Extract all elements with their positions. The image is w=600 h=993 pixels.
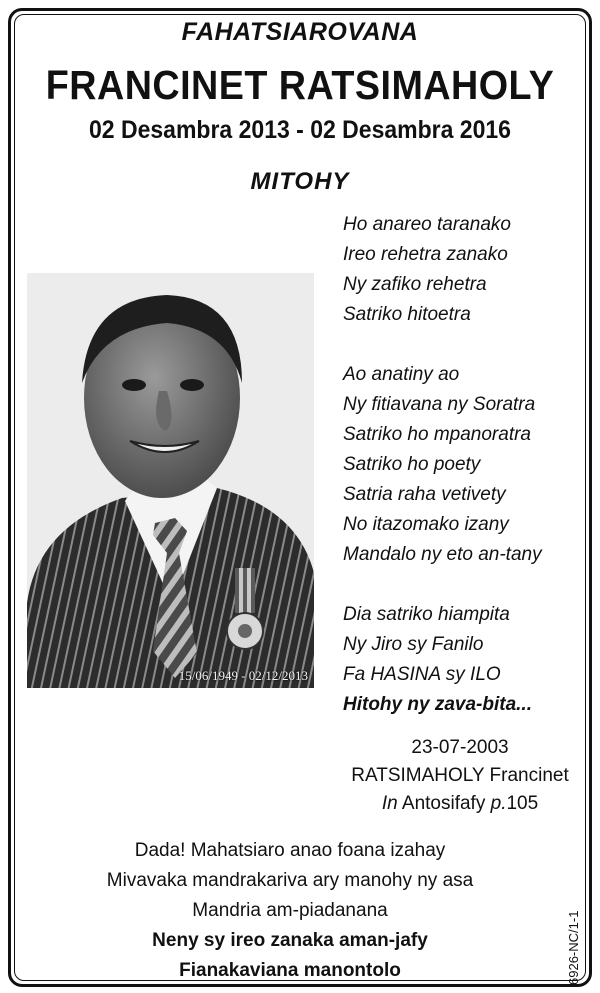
poem-line: Fa HASINA sy ILO [343, 664, 501, 685]
poem-line: Satriko ho mpanoratra [343, 424, 531, 445]
signature-author: RATSIMAHOLY Francinet [351, 765, 569, 786]
poem-line: Satria raha vetivety [343, 484, 506, 505]
portrait-illustration [27, 273, 314, 688]
poem-line: Ireo rehetra zanako [343, 244, 508, 265]
poem-line: Ny zafiko rehetra [343, 274, 487, 295]
source-page: 105 [506, 793, 539, 814]
poem-line: Satriko ho poety [343, 454, 481, 475]
source-prefix: In [381, 793, 398, 814]
poem-signature [330, 734, 590, 818]
poem-closing-line: Hitohy ny zava-bita... [343, 694, 532, 715]
closing-line: Dada! Mahatsiaro anao foana izahay [134, 840, 446, 861]
notice-kicker: FAHATSIAROVANA [181, 18, 419, 46]
poem-body [343, 210, 583, 750]
memorial-dates: 02 Desambra 2013 - 02 Desambra 2016 [89, 116, 511, 144]
closing-message [60, 836, 520, 986]
source-page-prefix: p. [490, 793, 507, 814]
poem-line: Mandalo ny eto an-tany [343, 544, 542, 565]
poem-line: No itazomako izany [343, 514, 509, 535]
poem-line: Satriko hitoetra [343, 304, 471, 325]
reference-code: 6926-NC/1-1 [566, 910, 581, 985]
source-title: Antosifafy [401, 793, 486, 814]
signed-by-line: Fianakaviana manontolo [179, 960, 401, 981]
closing-line: Mandria am-piadanana [192, 900, 388, 921]
poem-title: MITOHY [250, 168, 350, 195]
poem-line: Ny Jiro sy Fanilo [343, 634, 484, 655]
poem-line: Ho anareo taranako [343, 214, 511, 235]
signature-source [330, 790, 590, 818]
poem-stanza [343, 360, 583, 570]
signed-by-line: Neny sy ireo zanaka aman-jafy [152, 930, 428, 951]
poem-stanza [343, 600, 583, 720]
closing-line: Mivavaka mandrakariva ary manohy ny asa [106, 870, 474, 891]
portrait-photo [27, 273, 314, 688]
deceased-name: FRANCINET RATSIMAHOLY [45, 62, 555, 108]
signature-date: 23-07-2003 [411, 737, 509, 758]
poem-line: Dia satriko hiampita [343, 604, 510, 625]
poem-stanza [343, 210, 583, 330]
poem-line: Ao anatiny ao [343, 364, 460, 385]
photo-date-caption: 15/06/1949 - 02/12/2013 [178, 668, 308, 683]
poem-line: Ny fitiavana ny Soratra [343, 394, 536, 415]
